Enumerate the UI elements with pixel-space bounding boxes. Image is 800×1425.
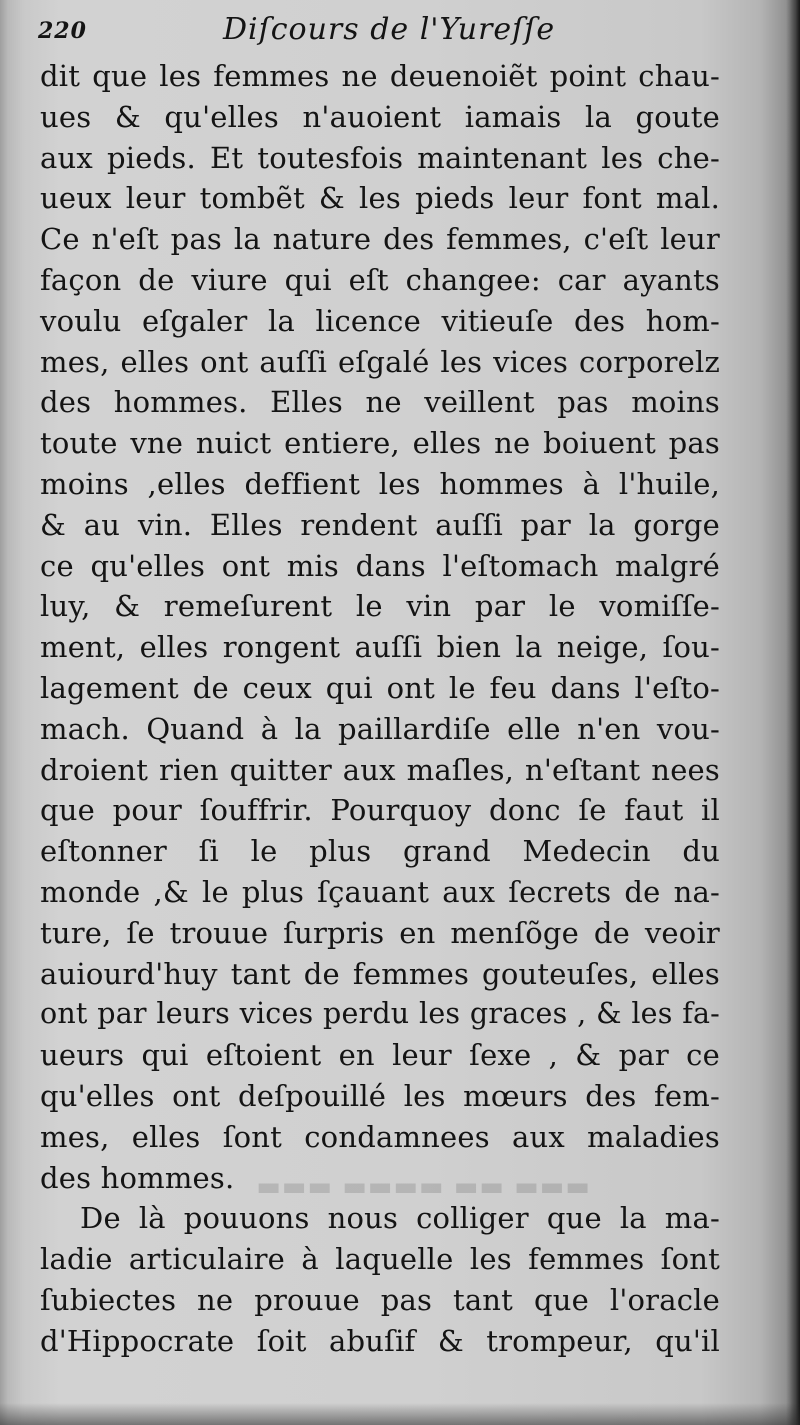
text-line: ture, ſe trouue ſurpris en menſõge de veoir [40,915,720,950]
text-line: monde ,& le plus ſçauant aux ſecrets de na- [40,874,720,909]
text-line: ce qu'elles ont mis dans l'eſtomach malgré [40,548,720,583]
text-line: droient rien quitter aux maſles, n'eſtant nees [40,752,720,787]
text-line: ont par leurs vices perdu les graces , & les fa- [40,997,720,1031]
text-line: mach. Quand à la paillardiſe elle n'en vou- [40,711,720,746]
text-line: ladie articulaire à laquelle les femmes ſont [40,1242,720,1277]
text-line: qu'elles ont deſpouillé les mœurs des fem- [40,1078,720,1113]
body-text [40,56,720,1362]
text-line: auiourd'huy tant de femmes gouteuſes, elles [40,956,720,991]
text-line: mes, elles ſont condamnees aux maladies [40,1119,720,1154]
text-line: moins ,elles deffient les hommes à l'huile, [40,466,720,501]
text-line: façon de viure qui eſt changee: car ayants [40,262,720,297]
running-title: Diſcours de l'Yureſſe [223,12,556,47]
text-line: des hommes. Elles ne veillent pas moins [40,385,720,420]
text-line: ueux leur tombẽt & les pieds leur font mal. [40,181,720,216]
text-line: ment, elles rongent auſſi bien la neige, ſou- [40,630,720,665]
text-line: mes, elles ont auſſi eſgalé les vices corporelz [40,344,720,379]
text-line: voulu eſgaler la licence vitieuſe des hom- [40,303,720,338]
text-line: des hommes. [40,1160,235,1195]
page-edge-shadow [786,0,800,1425]
text-line: ueurs qui eſtoient en leur ſexe , & par ce [40,1038,720,1073]
page-bottom-shadow [0,1403,800,1425]
text-line: que pour ſouffrir. Pourquoy donc ſe faut il [40,793,720,828]
bleed-through-shadow: ▬▬▬ ▬▬ ▬▬▬▬ ▬▬▬ [255,1172,590,1202]
page-header [38,12,758,52]
text-line: d'Hippocrate ſoit abuſif & trompeur, qu'il [40,1323,720,1358]
text-line: De là pouuons nous colliger que la ma- [80,1201,720,1236]
text-line: toute vne nuict entiere, elles ne boiuent pas [40,426,720,461]
text-line: Ce n'eſt pas la nature des femmes, c'eſt leur [40,222,720,257]
text-line: ſubiectes ne prouue pas tant que l'oracle [40,1282,720,1317]
text-line: lagement de ceux qui ont le feu dans l'eſto- [40,670,720,705]
text-line: eſtonner ſi le plus grand Medecin du [40,834,720,869]
text-line: & au vin. Elles rendent auſſi par la gorge [40,507,720,542]
text-line: dit que les femmes ne deuenoiẽt point chau- [40,59,720,93]
text-line: aux pieds. Et toutesfois maintenant les che- [40,140,720,175]
text-line: luy, & remeſurent le vin par le vomiſſe- [40,589,720,624]
text-line: ues & qu'elles n'auoient iamais la goute [40,99,720,134]
page-number: 220 [38,18,87,44]
